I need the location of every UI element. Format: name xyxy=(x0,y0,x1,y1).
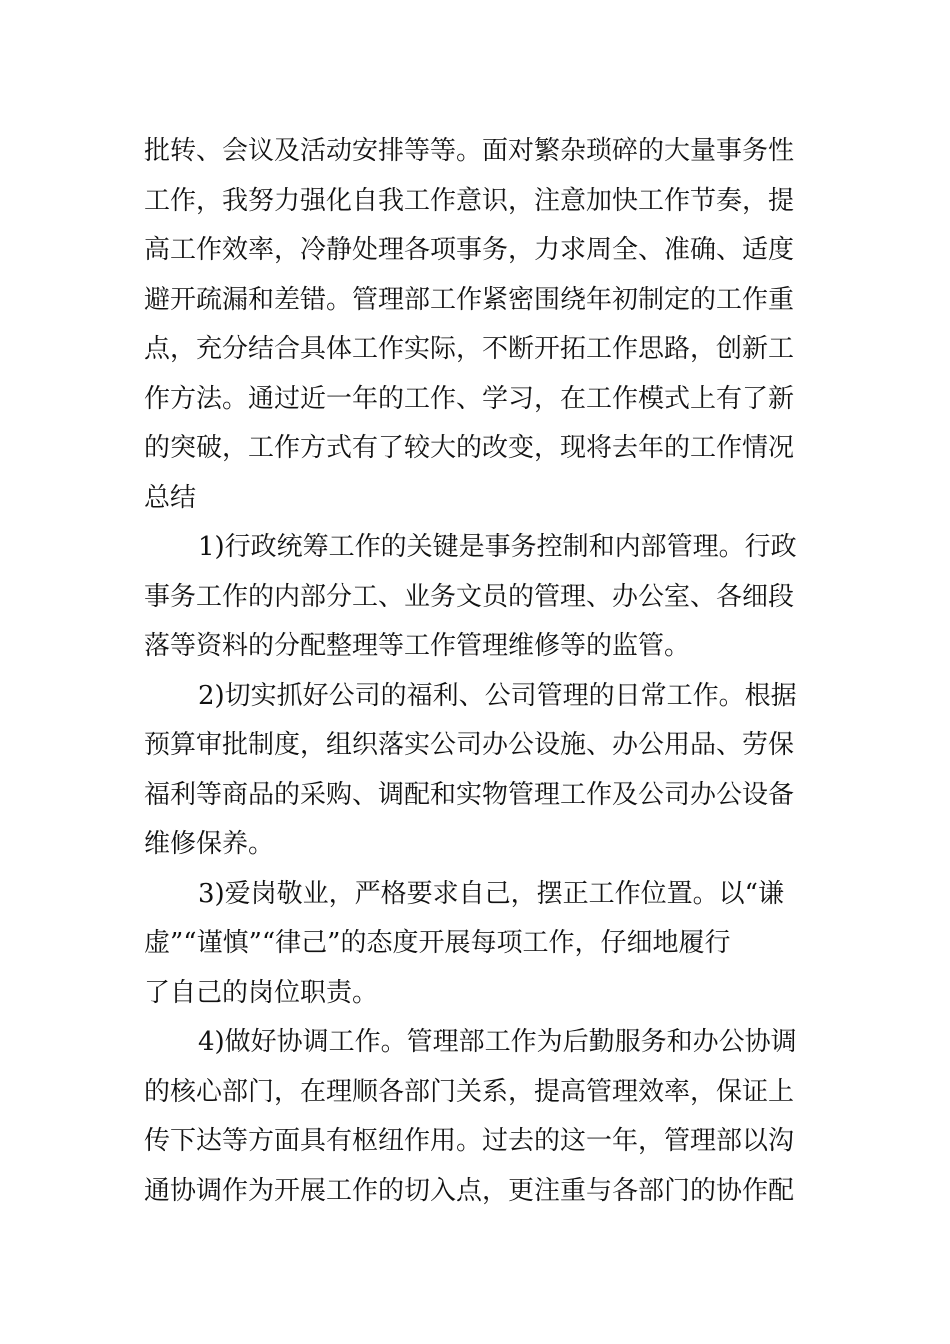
text-line: 了自己的岗位职责。 xyxy=(144,977,379,1008)
text-line: 预算审批制度，组织落实公司办公设施、办公用品、劳保 xyxy=(144,730,795,760)
text-line: 3)爱岗敬业，严格要求自己，摆正工作位置。以“谦 xyxy=(198,878,784,909)
document-body xyxy=(144,127,806,1216)
text-line: 福利等商品的采购、调配和实物管理工作及公司办公设备 xyxy=(144,779,795,810)
text-line: 落等资料的分配整理等工作管理维修等的监管。 xyxy=(144,631,691,661)
text-line: 维修保养。 xyxy=(144,829,275,859)
text-line: 2)切实抓好公司的福利、公司管理的日常工作。根据 xyxy=(198,680,797,711)
paragraph-item-2 xyxy=(144,672,806,870)
text-line: 作方法。通过近一年的工作、学习，在工作模式上有了新 xyxy=(144,383,795,414)
paragraph-intro xyxy=(144,127,806,523)
text-line: 的核心部门，在理顺各部门关系，提高管理效率，保证上 xyxy=(144,1076,795,1107)
text-line: 批转、会议及活动安排等等。面对繁杂琐碎的大量事务性 xyxy=(144,136,795,166)
text-line: 虚”“谨慎”“律己”的态度开展每项工作，仔细地履行 xyxy=(144,928,731,958)
paragraph-item-3 xyxy=(144,870,806,1019)
text-line: 的突破，工作方式有了较大的改变，现将去年的工作情况 xyxy=(144,433,795,463)
text-line: 工作，我努力强化自我工作意识，注意加快工作节奏，提 xyxy=(144,185,795,216)
text-line: 传下达等方面具有枢纽作用。过去的这一年，管理部以沟 xyxy=(144,1126,795,1156)
text-line: 通协调作为开展工作的切入点，更注重与各部门的协作配 xyxy=(144,1175,795,1206)
text-line: 1)行政统筹工作的关键是事务控制和内部管理。行政 xyxy=(198,532,797,562)
text-line: 事务工作的内部分工、业务文员的管理、办公室、各细段 xyxy=(144,581,795,612)
text-line: 点，充分结合具体工作实际，不断开拓工作思路，创新工 xyxy=(144,334,795,364)
paragraph-item-4 xyxy=(144,1018,806,1216)
text-line: 避开疏漏和差错。管理部工作紧密围绕年初制定的工作重 xyxy=(144,284,795,315)
paragraph-item-1 xyxy=(144,523,806,672)
text-line: 总结 xyxy=(144,482,197,513)
text-line: 高工作效率，冷静处理各项事务，力求周全、准确、适度 xyxy=(144,235,795,265)
text-line: 4)做好协调工作。管理部工作为后勤服务和办公协调 xyxy=(198,1027,797,1057)
